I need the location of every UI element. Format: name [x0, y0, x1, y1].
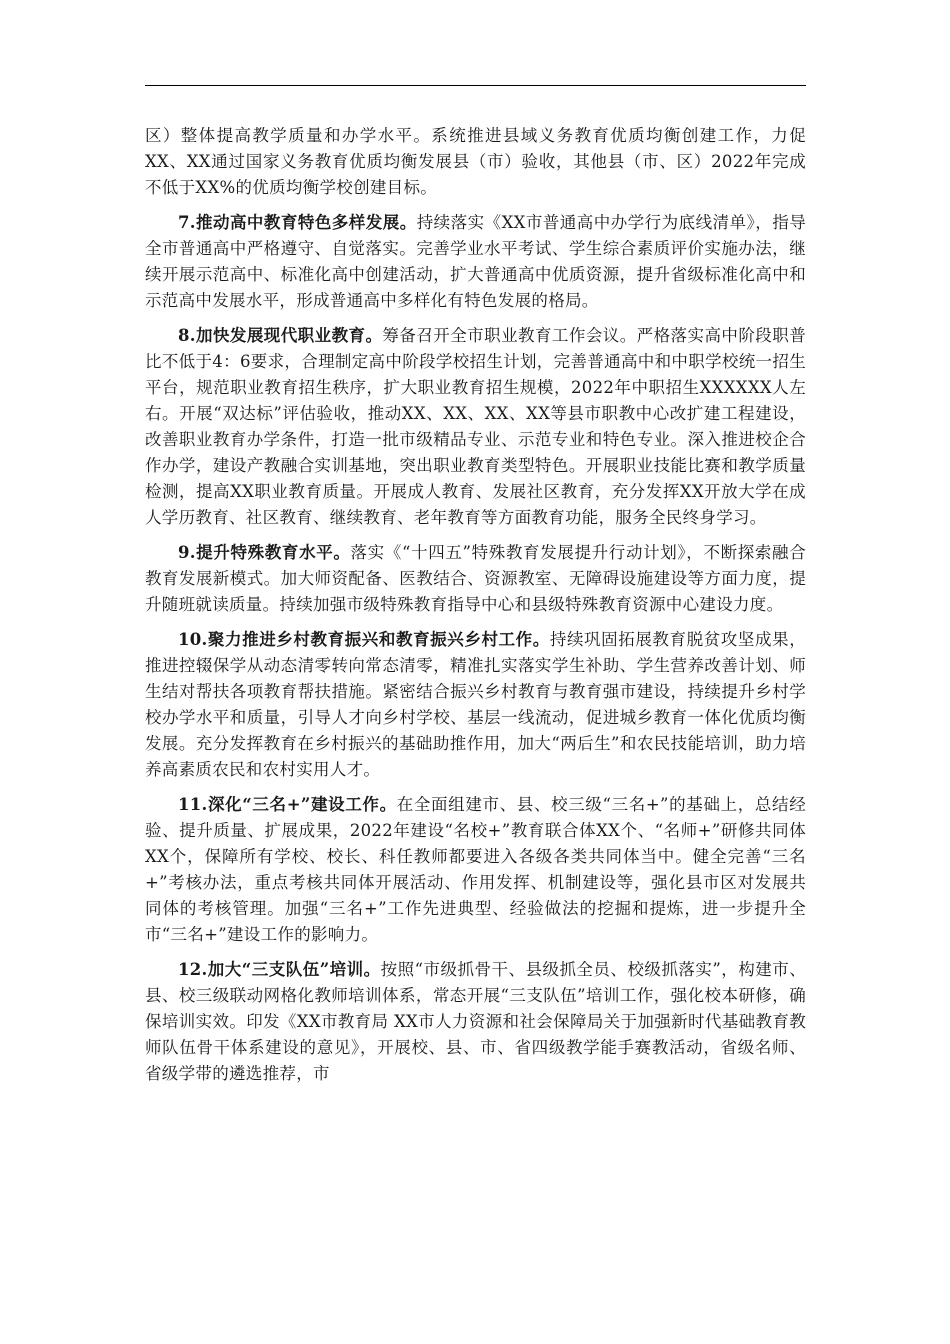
document-body	[145, 123, 806, 1096]
paragraph-text: 区）整体提高教学质量和办学水平。系统推进县域义务教育优质均衡创建工作，力促XX、XX通过国家义务教育优质均衡发展县（市）验收，其他县（市、区）2022年完成不低于XX%的优质均衡学校创建目标。	[145, 126, 806, 197]
paragraph-heading: 7.推动高中教育特色多样发展。	[178, 213, 417, 232]
paragraph-text: 落实《“十四五”特殊教育发展提升行动计划》，不断探索融合教育发展新模式。加大师资配备、医教结合、资源教室、无障碍设施建设等方面力度，提升随班就读质量。持续加强市级特殊教育指导中心和县级特殊教育资源中心建设力度。	[145, 543, 806, 614]
paragraph-item-7	[145, 210, 806, 314]
paragraph-heading: 11.深化“三名+”建设工作。	[178, 795, 397, 814]
paragraph-item-9	[145, 540, 806, 618]
paragraph-text: 在全面组建市、县、校三级“三名+”的基础上，总结经验、提升质量、扩展成果，2022年建设“名校+”教育联合体XX个、“名师+”研修共同体XX个，保障所有学校、校长、科任教师都要进入各级各类共同体当中。健全完善“三名+”考核办法，重点考核共同体开展活动、作用发挥、机制建设等，强化县市区对发展共同体的考核管理。加强“三名+”工作先进典型、经验做法的挖掘和提炼，进一步提升全市“三名+”建设工作的影响力。	[145, 795, 807, 944]
paragraph-item-10	[145, 627, 806, 783]
paragraph-text: 持续落实《XX市普通高中办学行为底线清单》，指导全市普通高中严格遵守、自觉落实。完善学业水平考试、学生综合素质评价实施办法，继续开展示范高中、标准化高中创建活动，扩大普通高中优质资源，提升省级标准化高中和示范高中发展水平，形成普通高中多样化有特色发展的格局。	[145, 213, 806, 310]
paragraph-text: 筹备召开全市职业教育工作会议。严格落实高中阶段职普比不低于4：6要求，合理制定高中阶段学校招生计划，完善普通高中和中职学校统一招生平台，规范职业教育招生秩序，扩大职业教育招生规模，2022年中职招生XXXXXX人左右。开展“双达标”评估验收，推动XX、XX、XX、XX等县市职教中心改扩建工程建设，改善职业教育办学条件，打造一批市级精品专业、示范专业和特色专业。深入推进校企合作办学，建设产教融合实训基地，突出职业教育类型特色。开展职业技能比赛和教学质量检测，提高XX职业教育质量。开展成人教育、发展社区教育，充分发挥XX开放大学在成人学历教育、社区教育、继续教育、老年教育等方面教育功能，服务全民终身学习。	[145, 326, 807, 527]
paragraph-heading: 12.加大“三支队伍”培训。	[178, 960, 381, 979]
paragraph-item-8	[145, 323, 806, 531]
paragraph-heading: 10.聚力推进乡村教育振兴和教育振兴乡村工作。	[178, 630, 550, 649]
paragraph-item-11	[145, 792, 806, 948]
paragraph-heading: 8.加快发展现代职业教育。	[178, 326, 383, 345]
paragraph-item-12	[145, 957, 806, 1087]
paragraph-text: 按照“市级抓骨干、县级抓全员、校级抓落实”，构建市、县、校三级联动网格化教师培训体系，常态开展“三支队伍”培训工作，强化校本研修，确保培训实效。印发《XX市教育局 XX市人力资源和社会保障局关于加强新时代基础教育教师队伍骨干体系建设的意见》，开展校、县、市、省四级教学能手赛教活动，省级名师、省级学带的遴选推荐，市	[145, 960, 806, 1083]
header-rule	[145, 85, 806, 86]
paragraph-heading: 9.提升特殊教育水平。	[178, 543, 351, 562]
paragraph-text: 持续巩固拓展教育脱贫攻坚成果，推进控辍保学从动态清零转向常态清零，精准扎实落实学生补助、学生营养改善计划、师生结对帮扶各项教育帮扶措施。紧密结合振兴乡村教育与教育强市建设，持续提升乡村学校办学水平和质量，引导人才向乡村学校、基层一线流动，促进城乡教育一体化优质均衡发展。充分发挥教育在乡村振兴的基础助推作用，加大“两后生”和农民技能培训，助力培养高素质农民和农村实用人才。	[145, 630, 806, 779]
paragraph-continuation	[145, 123, 806, 201]
